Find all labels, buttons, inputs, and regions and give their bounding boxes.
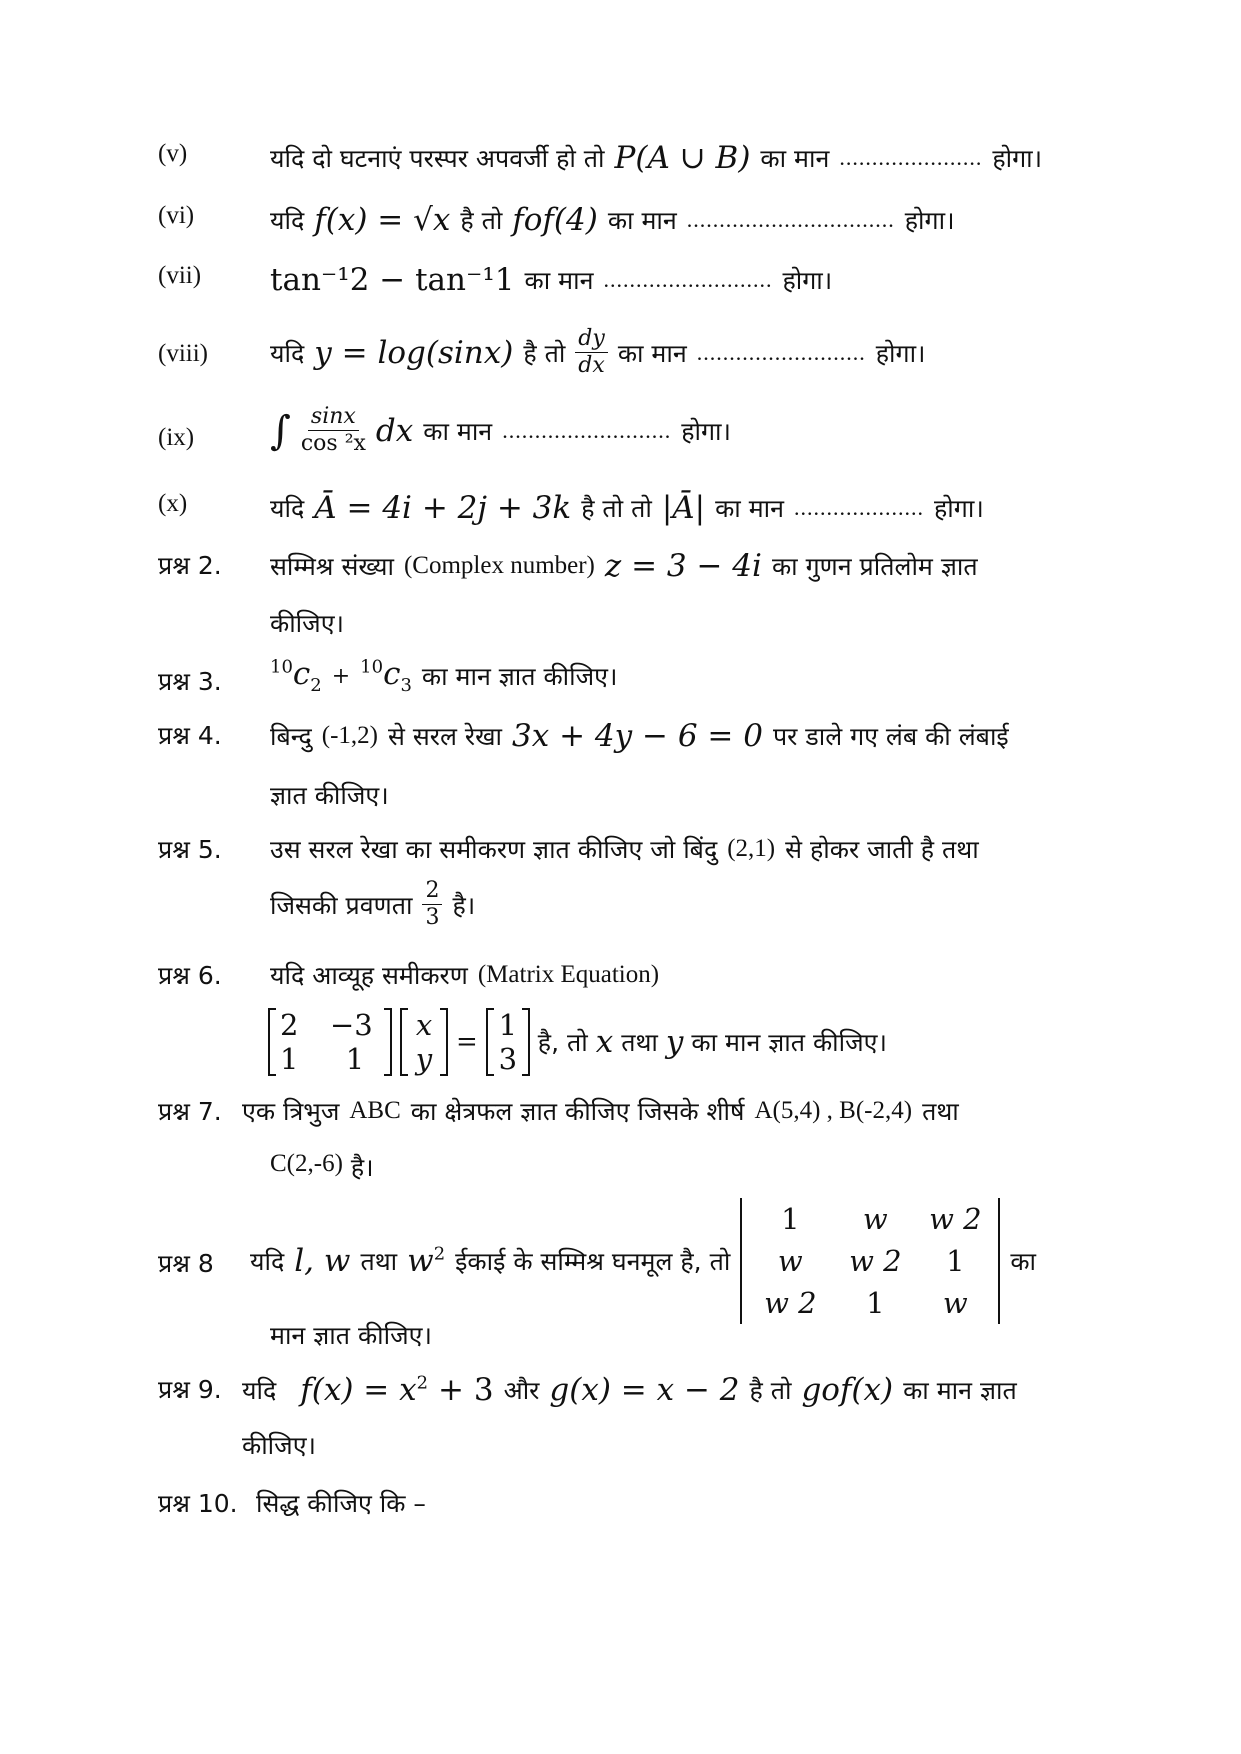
item-text: होगा।: [782, 266, 833, 295]
item-text: का मान: [617, 338, 687, 368]
vertex-coordinates: A(5,4) , B(-2,4): [754, 1097, 913, 1124]
item-text: होगा।: [934, 494, 984, 523]
question-text: सिद्ध कीजिए कि –: [256, 1489, 426, 1518]
item-x: [0, 490, 1241, 550]
item-text: यदि: [270, 338, 305, 368]
superscript: 2: [433, 1243, 446, 1265]
item-number: (vi): [158, 202, 195, 229]
question-text: का मान ज्ञात कीजिए।: [421, 662, 618, 692]
question-number: प्रश्न 5.: [158, 835, 222, 864]
question-text: यदि: [242, 1376, 277, 1405]
question-8: [0, 1196, 1241, 1326]
item-number: (x): [158, 490, 188, 517]
item-text: होगा।: [904, 206, 955, 235]
math-expression: l, w: [294, 1243, 351, 1279]
determinant-cell: w: [862, 1202, 888, 1236]
question-text: का गुणन प्रतिलोम ज्ञात: [771, 552, 978, 581]
question-4: [0, 718, 1241, 778]
question-10: [0, 1486, 1241, 1546]
math-expression: 3x + 4y − 6 = 0: [512, 718, 763, 754]
plus-sign: +: [331, 663, 351, 689]
question-text: सम्मिश्र संख्या: [270, 552, 394, 581]
item-text: का मान: [423, 416, 493, 446]
question-text: तथा: [922, 1097, 959, 1126]
math-expression: g(x) = x − 2: [549, 1372, 740, 1408]
superscript: 10: [360, 656, 384, 678]
question-text: से होकर जाती है तथा: [785, 835, 979, 864]
question-text: और: [503, 1376, 540, 1405]
variable-vector: [400, 1008, 448, 1076]
question-text: से सरल रेखा: [388, 722, 503, 751]
item-text: यदि: [270, 206, 305, 235]
math-expression: fof(4): [512, 202, 598, 238]
blank-dots: ................................: [686, 207, 895, 232]
question-text: का: [1010, 1247, 1036, 1276]
determinant-cell: w 2: [849, 1244, 902, 1278]
determinant-cell: w: [942, 1286, 968, 1320]
question-text: ईकाई के सम्मिश्र घनमूल है, तो: [455, 1247, 731, 1276]
item-number: (v): [158, 140, 188, 167]
question-2: [0, 548, 1241, 608]
question-text: (Matrix Equation): [477, 961, 660, 988]
blank-dots: ..........................: [696, 339, 866, 365]
fraction-denominator: 3: [425, 905, 440, 930]
item-text: है तो तो: [581, 494, 652, 523]
question-text: तथा: [360, 1247, 398, 1276]
triangle-name: ABC: [349, 1097, 401, 1124]
determinant-cell: 1: [866, 1286, 885, 1320]
math-expression: y = log(sinx): [314, 334, 514, 371]
math-expression: tan⁻¹2 − tan⁻¹1: [270, 262, 515, 298]
fraction-denominator: cos ²x: [300, 431, 366, 456]
slope-fraction: [422, 880, 442, 929]
math-expression: |Ā|: [661, 490, 706, 526]
fraction-denominator: dx: [578, 353, 605, 378]
question-text: तथा: [621, 1028, 658, 1057]
math-expression: dx: [375, 412, 414, 449]
math-expression: Ā = 4i + 2j + 3k: [314, 490, 572, 526]
item-viii: [0, 318, 1241, 398]
subscript: 2: [310, 675, 322, 697]
determinant-cell: 1: [781, 1202, 800, 1236]
determinant-cell: w: [777, 1244, 803, 1278]
math-expression: f(x) = √x: [314, 202, 451, 238]
vector-cell: 3: [498, 1042, 518, 1076]
integral-symbol: ∫: [270, 407, 291, 454]
math-expression: P(A ∪ B): [614, 140, 751, 176]
point-coordinates: (2,1): [727, 835, 776, 862]
math-expression: + 3: [438, 1372, 494, 1408]
question-text: (Complex number): [403, 552, 595, 579]
determinant-cell: w 2: [929, 1202, 982, 1236]
equals-sign: =: [456, 1027, 478, 1057]
item-v: [0, 140, 1241, 200]
question-text: है, तो: [537, 1028, 588, 1057]
question-8-continuation: मान ज्ञात कीजिए।: [270, 1321, 432, 1350]
math-expression: gof(x): [801, 1372, 894, 1408]
coefficient-matrix: [268, 1008, 392, 1076]
superscript: 2: [416, 1372, 429, 1394]
question-4-continuation: ज्ञात कीजिए।: [270, 781, 389, 810]
question-number: प्रश्न 10.: [158, 1489, 238, 1518]
determinant-cell: 1: [946, 1244, 965, 1278]
blank-dots: ....................: [794, 495, 925, 520]
matrix-cell: 1: [280, 1042, 299, 1076]
vector-cell: x: [415, 1008, 433, 1042]
question-number: प्रश्न 9.: [158, 1375, 222, 1404]
blank-dots: ..........................: [502, 417, 672, 443]
question-text: यदि आव्यूह समीकरण: [270, 961, 468, 990]
combination-expression: [270, 656, 617, 696]
point-coordinates: (-1,2): [321, 722, 378, 749]
superscript: 10: [270, 656, 293, 678]
matrix-equation: [268, 1008, 887, 1076]
math-expression: f(x) = x: [300, 1372, 417, 1408]
item-text: है तो: [523, 338, 566, 368]
derivative-fraction: [575, 328, 608, 377]
math-variable: x: [595, 1024, 614, 1060]
question-text: एक त्रिभुज: [242, 1097, 340, 1126]
question-7-continuation: [270, 1150, 374, 1184]
determinant: [740, 1198, 1000, 1324]
fraction-numerator: 2: [422, 880, 442, 905]
question-5: [0, 832, 1241, 892]
question-text: है।: [452, 890, 476, 920]
question-2-continuation: कीजिए।: [270, 609, 345, 638]
item-text: होगा।: [681, 416, 731, 446]
math-variable: w: [407, 1243, 434, 1279]
matrix-cell: 1: [345, 1042, 365, 1076]
item-text: यदि: [270, 494, 305, 523]
determinant-cell: w 2: [764, 1286, 817, 1320]
question-5-continuation: [270, 880, 475, 929]
blank-dots: ..........................: [603, 267, 773, 292]
question-number: प्रश्न 3.: [158, 667, 222, 696]
question-text: का क्षेत्रफल ज्ञात कीजिए जिसके शीर्ष: [410, 1097, 745, 1126]
math-expression: z = 3 − 4i: [604, 548, 762, 584]
question-text: बिन्दु: [270, 722, 312, 751]
item-text: का मान: [715, 494, 785, 523]
question-9: [0, 1372, 1241, 1432]
item-ix: [0, 398, 1241, 478]
question-number: प्रश्न 6.: [158, 961, 222, 990]
item-text: का मान: [524, 266, 594, 295]
combination-symbol: c: [292, 656, 311, 692]
item-vii: [0, 262, 1241, 322]
question-text: का मान ज्ञात: [903, 1376, 1017, 1405]
blank-dots: ......................: [839, 145, 983, 170]
fraction-numerator: dy: [575, 328, 608, 353]
question-text: है तो: [749, 1376, 792, 1405]
question-text: यदि: [250, 1247, 285, 1276]
math-variable: y: [665, 1024, 684, 1060]
vector-cell: 1: [498, 1008, 518, 1042]
item-text: का मान: [760, 144, 830, 173]
question-number: प्रश्न 7.: [158, 1097, 222, 1126]
item-vi: [0, 202, 1241, 262]
question-text: जिसकी प्रवणता: [270, 890, 413, 920]
question-7: [0, 1094, 1241, 1154]
question-3: [0, 656, 1241, 716]
integrand-fraction: [301, 406, 366, 455]
subscript: 3: [400, 675, 412, 697]
item-number: (viii): [158, 340, 208, 367]
question-number: प्रश्न 4.: [158, 721, 222, 750]
matrix-cell: 2: [280, 1008, 299, 1042]
combination-symbol: c: [383, 656, 401, 692]
question-text: उस सरल रेखा का समीकरण ज्ञात कीजिए जो बिंदु: [270, 835, 718, 864]
item-text: का मान: [607, 206, 677, 235]
item-text: है तो: [460, 206, 503, 235]
question-9-continuation: कीजिए।: [242, 1431, 317, 1460]
item-number: (vii): [158, 262, 202, 289]
vertex-coordinates: C(2,-6): [270, 1150, 343, 1177]
item-text: होगा।: [875, 338, 926, 368]
vector-cell: y: [415, 1042, 433, 1076]
question-text: का मान ज्ञात कीजिए।: [691, 1028, 887, 1057]
matrix-cell: −3: [330, 1008, 373, 1042]
constant-vector: [486, 1008, 530, 1076]
question-text: पर डाले गए लंब की लंबाई: [772, 722, 1009, 751]
item-number: (ix): [158, 424, 195, 451]
item-text: यदि दो घटनाएं परस्पर अपवर्जी हो तो: [270, 144, 605, 173]
item-text: होगा।: [992, 144, 1043, 173]
fraction-numerator: sinx: [308, 406, 359, 431]
question-number: प्रश्न 8: [158, 1249, 214, 1278]
question-number: प्रश्न 2.: [158, 551, 222, 580]
question-text: है।: [350, 1153, 374, 1182]
